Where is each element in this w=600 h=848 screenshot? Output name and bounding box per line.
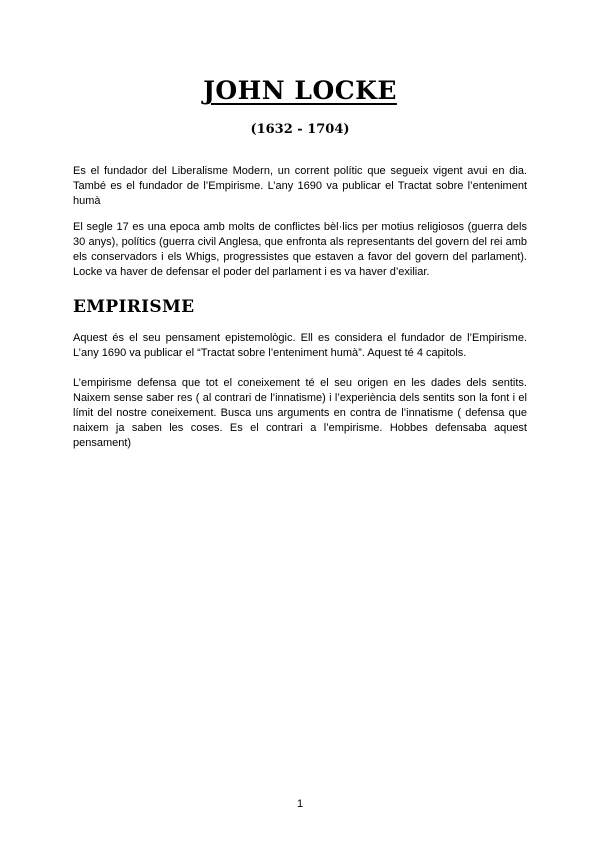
empirisme-paragraph-2: L’empirisme defensa que tot el coneixement té el seu origen en les dades dels sentits. Naixem sense saber res ( al contrari de l’innatisme) i l’experiència dels sentits son la font i el límit del nostre coneixement. Busca uns arguments en contra de l’innatisme ( defensa que naixem ja saben les coses. Es el contrari a l’empirisme. Hobbes defensaba aquest pensament) xyxy=(73,377,527,449)
life-dates: (1632 - 1704) xyxy=(250,122,350,137)
intro-paragraph-1: Es el fundador del Liberalisme Modern, un corrent polític que segueix vigent avui en dia. També es el fundador de l’Empirisme. L’any 1690 va publicar el Tractat sobre l’enteniment humà xyxy=(73,165,527,207)
page-title xyxy=(0,76,600,105)
page-title-text: JOHN LOCKE xyxy=(203,76,397,105)
empirisme-paragraph-1: Aquest és el seu pensament epistemològic. Ell es considera el fundador de l’Empirisme. L’any 1690 va publicar el “Tractat sobre l’enteniment humà”. Aquest té 4 capitols. xyxy=(73,332,527,359)
section-heading-empirisme: EMPIRISME xyxy=(73,297,195,317)
page-number: 1 xyxy=(296,798,304,810)
intro-paragraph-2: El segle 17 es una epoca amb molts de conflictes bèl·lics per motius religiosos (guerra dels 30 anys), polítics (guerra civil Anglesa, que enfronta als representants del govern del rei amb els conservadors i els Whigs, progressistes que estaven a favor del govern del parlament). Locke va haver de defensar el poder del parlament i es va haver d’exiliar. xyxy=(73,221,527,278)
